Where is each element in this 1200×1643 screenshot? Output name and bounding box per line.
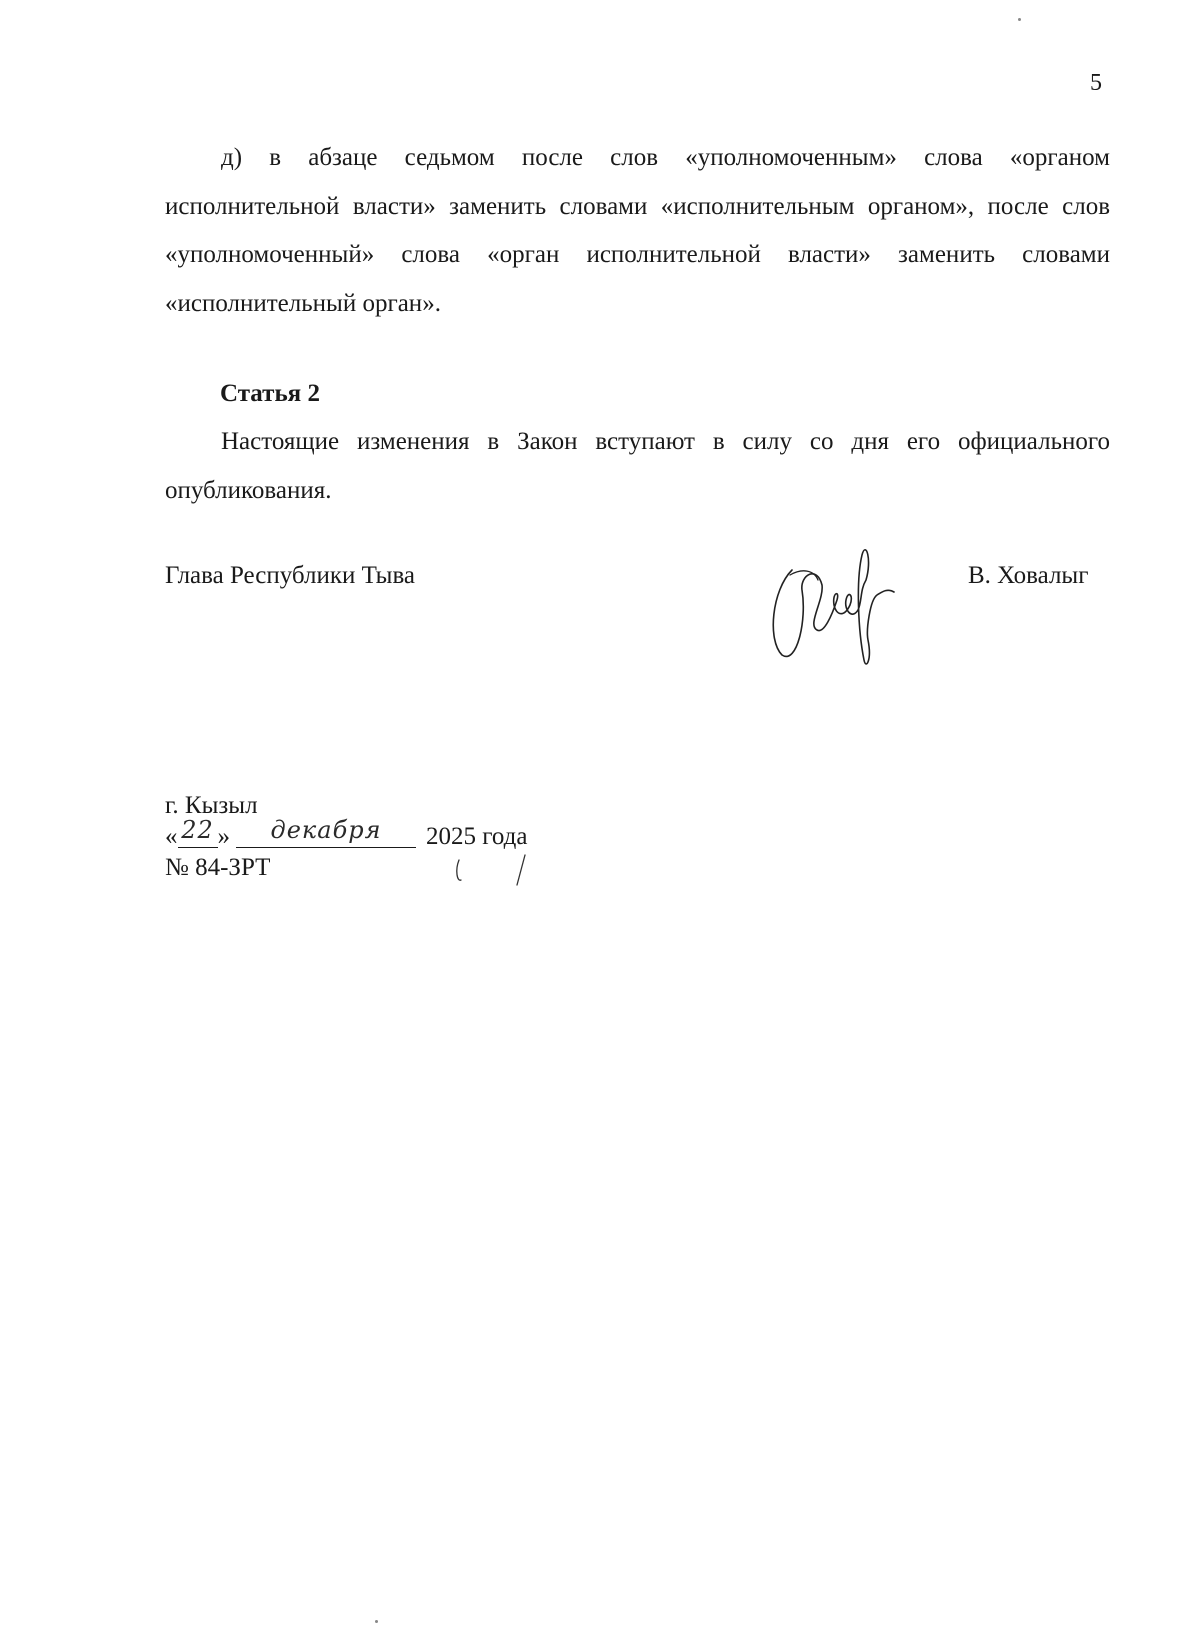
day-blank — [178, 816, 218, 848]
close-quote: » — [217, 823, 230, 850]
handwritten-marks — [455, 850, 555, 890]
scan-speck — [1018, 18, 1021, 21]
city: г. Кызыл — [165, 792, 258, 819]
signatory-name: В. Ховалыг — [968, 562, 1089, 589]
date-line — [165, 816, 528, 852]
day-handwritten: 22 — [181, 816, 214, 844]
place-date-block — [165, 790, 527, 883]
month-blank — [236, 816, 416, 848]
year: 2025 года — [426, 823, 528, 850]
month-handwritten: декабря — [270, 816, 382, 844]
open-quote: « — [165, 823, 178, 850]
signatory-position: Глава Республики Тыва — [165, 562, 416, 589]
law-number: № 84-ЗРТ — [165, 854, 271, 881]
paragraph-amendment-d: д) в абзаце седьмом после слов «уполномоченным» слова «органом исполнительной власти» заменить словами «исполнительным органом», после слов «уполномоченный» слова «орган исполнительной власти» заменить словами «исполнительный орган». — [165, 144, 1110, 317]
article-title: Статья 2 — [220, 380, 320, 407]
scan-speck — [375, 1620, 378, 1623]
handwritten-signature — [762, 530, 902, 680]
page-number: 5 — [1090, 70, 1102, 96]
article-text: Настоящие изменения в Закон вступают в силу со дня его официального опубликования. — [165, 428, 1110, 504]
